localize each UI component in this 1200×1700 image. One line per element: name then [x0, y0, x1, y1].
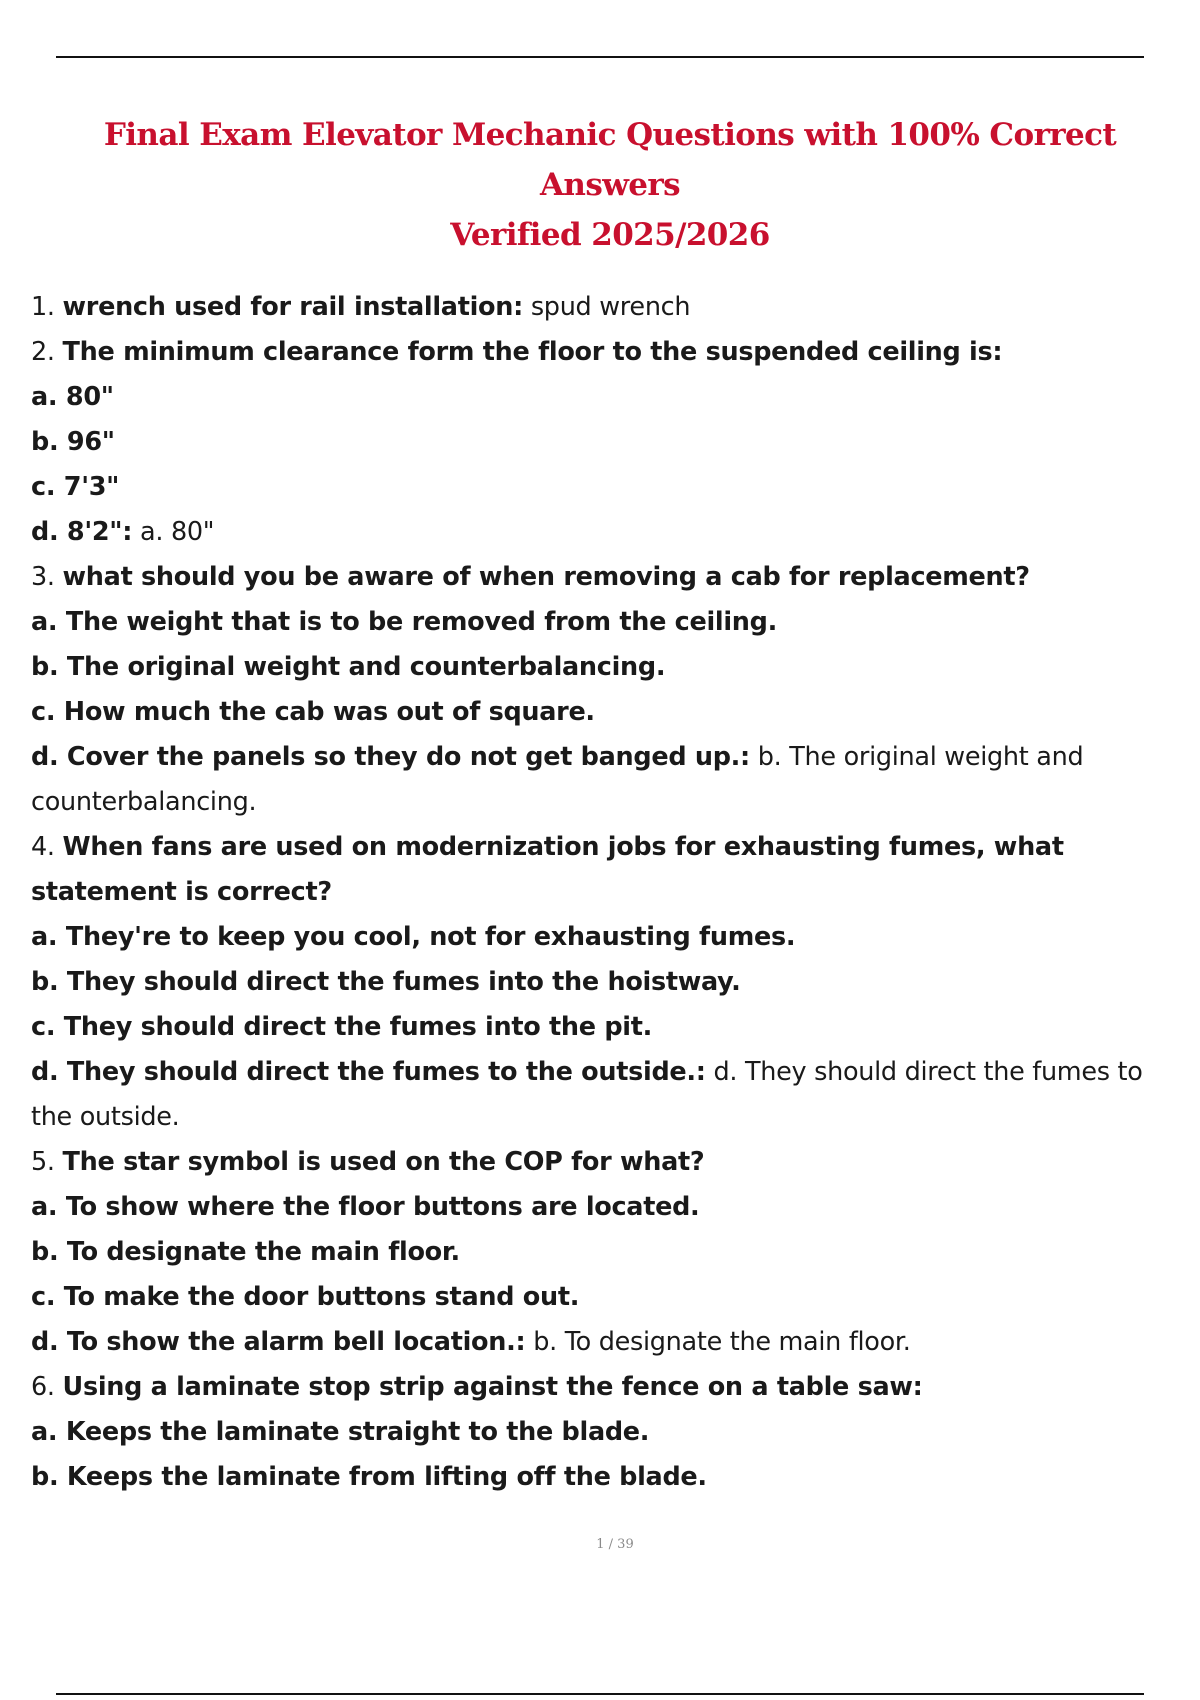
question-text: b. To designate the main floor. — [31, 1237, 460, 1267]
question-text: a. The weight that is to be removed from the ceiling. — [31, 607, 777, 637]
question-line — [31, 375, 1161, 420]
top-rule — [56, 56, 1144, 58]
question-text: When fans are used on modernization jobs for exhausting fumes, what statement is correct? — [31, 832, 1064, 907]
bottom-rule — [56, 1693, 1144, 1695]
question-text: b. They should direct the fumes into the hoistway. — [31, 967, 741, 997]
question-text: The minimum clearance form the floor to the suspended ceiling is: — [62, 337, 1003, 367]
question-text: wrench used for rail installation: — [62, 292, 524, 322]
question-line — [31, 1140, 1161, 1185]
question-line — [31, 825, 1161, 915]
question-line — [31, 1410, 1161, 1455]
question-text: d. To show the alarm bell location.: — [31, 1327, 526, 1357]
title-line-2: Verified 2025/2026 — [450, 217, 770, 253]
line-number: 2. — [31, 337, 63, 367]
question-line — [31, 1005, 1161, 1050]
question-text: Using a laminate stop strip against the fence on a table saw: — [62, 1372, 923, 1402]
question-line — [31, 1185, 1161, 1230]
question-text: d. They should direct the fumes to the outside.: — [31, 1057, 706, 1087]
question-line — [31, 1275, 1161, 1320]
line-number: 4. — [31, 832, 63, 862]
answer-text: a. 80" — [132, 517, 215, 547]
question-text: c. 7'3" — [31, 472, 120, 502]
question-list — [31, 285, 1161, 1500]
answer-text: b. The original weight and counterbalancing. — [31, 742, 1084, 817]
question-line — [31, 510, 1161, 555]
line-number: 6. — [31, 1372, 63, 1402]
question-line — [31, 1365, 1161, 1410]
question-text: c. They should direct the fumes into the pit. — [31, 1012, 652, 1042]
question-text: a. To show where the floor buttons are located. — [31, 1192, 700, 1222]
question-line — [31, 555, 1161, 600]
question-text: c. How much the cab was out of square. — [31, 697, 595, 727]
question-text: a. 80" — [31, 382, 114, 412]
line-number: 5. — [31, 1147, 63, 1177]
question-text: c. To make the door buttons stand out. — [31, 1282, 580, 1312]
question-line — [31, 645, 1161, 690]
question-text: b. 96" — [31, 427, 115, 457]
question-text: b. The original weight and counterbalancing. — [31, 652, 666, 682]
line-number: 3. — [31, 562, 63, 592]
question-text: d. Cover the panels so they do not get banged up.: — [31, 742, 750, 772]
document-title — [40, 110, 1180, 260]
question-line — [31, 735, 1161, 825]
question-text: The star symbol is used on the COP for what? — [62, 1147, 705, 1177]
line-number: 1. — [31, 292, 63, 322]
question-line — [31, 960, 1161, 1005]
question-line — [31, 915, 1161, 960]
question-line — [31, 1320, 1161, 1365]
question-text: d. 8'2": — [31, 517, 133, 547]
answer-text: spud wrench — [523, 292, 691, 322]
question-line — [31, 690, 1161, 735]
question-line — [31, 285, 1161, 330]
page-number: 1 / 39 — [596, 1537, 634, 1552]
title-line-1: Final Exam Elevator Mechanic Questions with 100% Correct Answers — [103, 117, 1117, 203]
question-text: a. Keeps the laminate straight to the blade. — [31, 1417, 650, 1447]
question-line — [31, 600, 1161, 645]
question-line — [31, 1230, 1161, 1275]
question-line — [31, 1050, 1161, 1140]
question-text: what should you be aware of when removing a cab for replacement? — [62, 562, 1030, 592]
answer-text: b. To designate the main floor. — [525, 1327, 911, 1357]
question-line — [31, 330, 1161, 375]
question-line — [31, 420, 1161, 465]
question-line — [31, 465, 1161, 510]
question-text: a. They're to keep you cool, not for exhausting fumes. — [31, 922, 796, 952]
answer-text: d. They should direct the fumes to the outside. — [31, 1057, 1143, 1132]
question-line — [31, 1455, 1161, 1500]
question-text: b. Keeps the laminate from lifting off the blade. — [31, 1462, 707, 1492]
